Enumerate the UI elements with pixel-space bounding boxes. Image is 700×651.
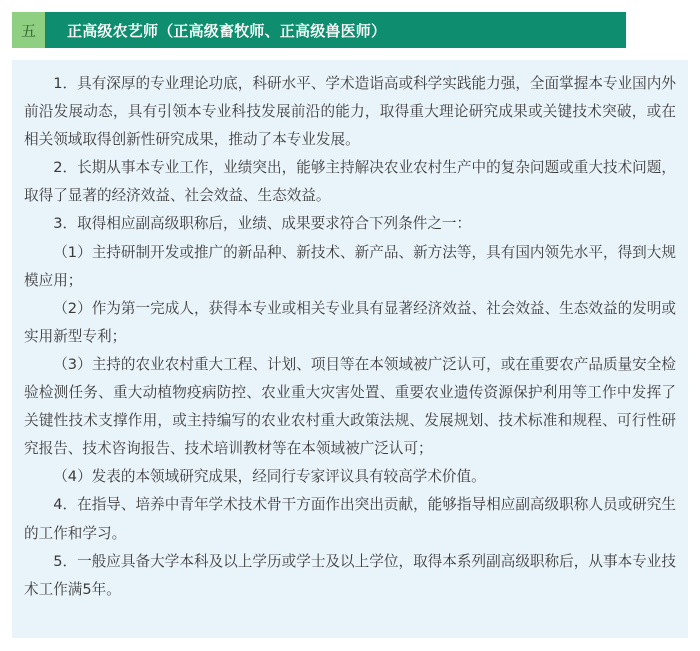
paragraph-4: 4．在指导、培养中青年学术技术骨干方面作出突出贡献，能够指导相应副高级职称人员或研究生的工作和学习。 [24, 496, 676, 542]
paragraph-3: 3．取得相应副高级职称后，业绩、成果要求符合下列条件之一： [53, 215, 472, 233]
paragraph-3-2: （2）作为第一完成人，获得本专业或相关专业具有显著经济效益、社会效益、生态效益的发明或实用新型专利； [24, 299, 676, 345]
paragraph-1: 1．具有深厚的专业理论功底，科研水平、学术造诣高或科学实践能力强，全面掌握本专业国内外前沿发展动态，具有引领本专业科技发展前沿的能力，取得重大理论研究成果或关键技术突破，或在相关领域取得创新性研究成果，推动了本专业发展。 [24, 75, 676, 149]
paragraph-5: 5．一般应具备大学本科及以上学历或学士及以上学位，取得本系列副高级职称后，从事本专业技术工作满5年。 [24, 552, 676, 598]
requirements-content [12, 60, 688, 638]
section-number: 五 [12, 12, 45, 48]
section-header [12, 12, 626, 48]
paragraph-3-1: （1）主持研制开发或推广的新品种、新技术、新产品、新方法等，具有国内领先水平，得到大规模应用； [24, 243, 676, 289]
paragraph-2: 2．长期从事本专业工作，业绩突出，能够主持解决农业农村生产中的复杂问题或重大技术问题，取得了显著的经济效益、社会效益、生态效益。 [24, 159, 676, 205]
section-title: 正高级农艺师（正高级畜牧师、正高级兽医师） [45, 12, 626, 48]
paragraph-3-4: （4）发表的本领域研究成果，经同行专家评议具有较高学术价值。 [53, 468, 486, 486]
paragraph-3-3: （3）主持的农业农村重大工程、计划、项目等在本领域被广泛认可，或在重要农产品质量安全检验检测任务、重大动植物疫病防控、农业重大灾害处置、重要农业遗传资源保护利用等工作中发挥了关键性技术支撑作用，或主持编写的农业农村重大政策法规、发展规划、技术标准和规程、可行性研究报告、技术咨询报告、技术培训教材等在本领域被广泛认可； [24, 355, 676, 458]
